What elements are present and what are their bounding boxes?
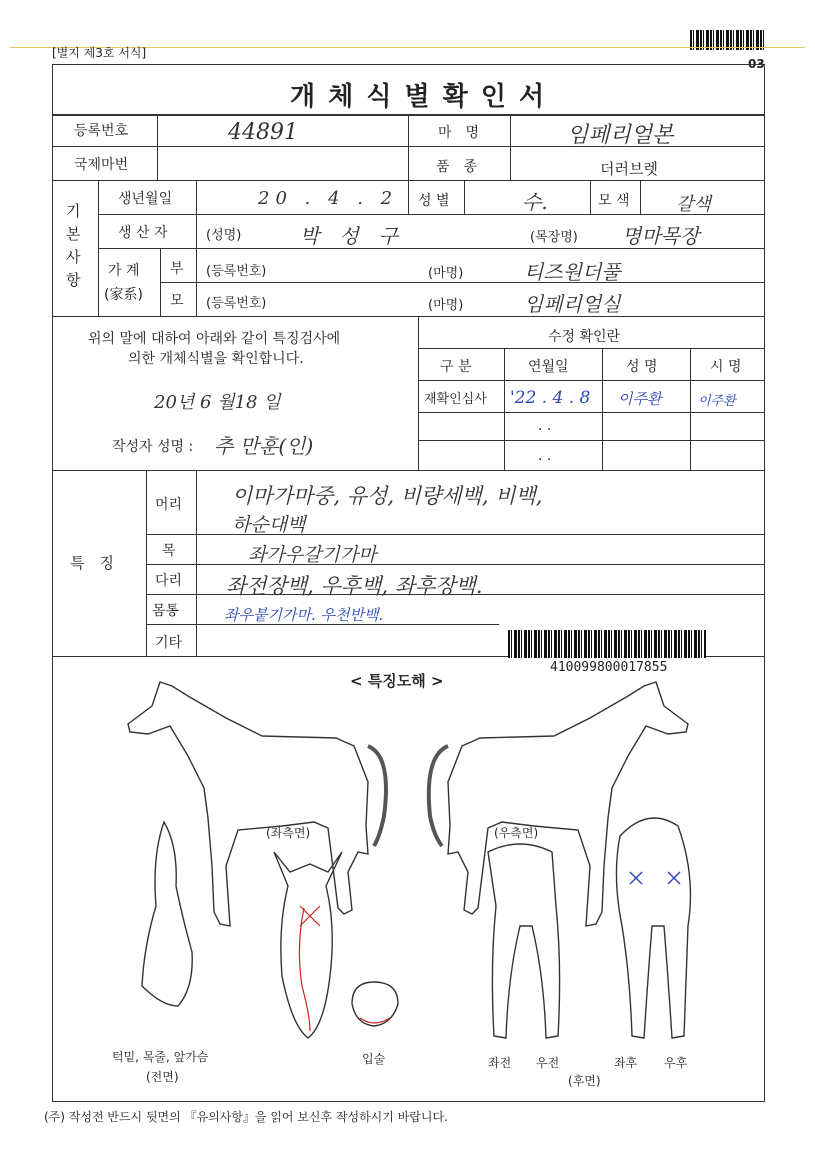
left-side-horse-icon bbox=[128, 682, 386, 926]
head-label: 머리 bbox=[155, 497, 183, 513]
revision-row2-date: . . bbox=[538, 418, 552, 434]
breed-value: 더러브렛 bbox=[600, 160, 658, 178]
writer-value: 추 만훈(인) bbox=[214, 434, 314, 458]
divider bbox=[408, 114, 409, 180]
footer-note: (주) 작성전 반드시 뒷면의 『유의사항』을 읽어 보신후 작성하시기 바랍니다. bbox=[44, 1110, 448, 1124]
confirm-date: 20년 6 월18 일 bbox=[154, 392, 281, 413]
revision-row1-type: 재확인심사 bbox=[424, 392, 487, 407]
divider bbox=[157, 114, 158, 180]
divider bbox=[52, 316, 765, 317]
front-caption: 턱밑, 목줄, 앞가슴 bbox=[112, 1050, 209, 1064]
divider bbox=[418, 316, 419, 470]
divider bbox=[146, 470, 147, 656]
pedigree-label: 가 계 bbox=[108, 263, 140, 279]
pedigree-label-hanja: (家系) bbox=[104, 287, 143, 303]
birth-value: 20 . 4 . 2 bbox=[258, 188, 399, 209]
dam-label: 모 bbox=[170, 293, 184, 309]
right-side-label: (우측면) bbox=[494, 826, 539, 840]
form-label: [별지 제3호 서식] bbox=[52, 46, 147, 60]
dam-name-value: 임페리얼실 bbox=[524, 292, 621, 316]
front-view-icon bbox=[142, 822, 192, 1006]
revision-col-date: 연월일 bbox=[528, 359, 569, 375]
divider bbox=[640, 180, 641, 214]
right-fore-label: 우전 bbox=[536, 1056, 560, 1070]
divider bbox=[418, 440, 765, 441]
sire-name-value: 티즈원더풀 bbox=[524, 260, 621, 284]
revision-title: 수정 확인란 bbox=[548, 329, 621, 345]
writer-label: 작성자 성명 : bbox=[112, 439, 194, 455]
divider bbox=[146, 564, 765, 565]
divider bbox=[464, 180, 465, 214]
reg-no-value: 44891 bbox=[228, 120, 298, 145]
divider bbox=[418, 412, 765, 413]
divider bbox=[590, 180, 591, 214]
divider bbox=[602, 348, 603, 470]
diagram-title: < 특징도해 > bbox=[350, 672, 444, 690]
revision-row1-name: 이주환 bbox=[618, 390, 662, 408]
divider bbox=[690, 348, 691, 470]
right-hind-label: 우후 bbox=[664, 1056, 688, 1070]
divider bbox=[418, 380, 765, 381]
fore-legs-icon bbox=[488, 844, 560, 1038]
features-section-label: 특 징 bbox=[70, 554, 114, 572]
hind-legs-icon bbox=[616, 818, 690, 1038]
body-value: 좌우붙기가마. 우천반백. bbox=[224, 606, 384, 624]
horse-name-label: 마 명 bbox=[438, 125, 480, 141]
rear-view-label: (후면) bbox=[568, 1074, 601, 1088]
divider bbox=[196, 470, 197, 656]
body-label: 몸통 bbox=[152, 603, 180, 619]
front-view-label: (전면) bbox=[146, 1070, 179, 1084]
divider bbox=[504, 348, 505, 470]
divider bbox=[160, 248, 161, 316]
farm-name-value: 명마목장 bbox=[622, 224, 700, 248]
birth-label: 생년월일 bbox=[118, 191, 173, 207]
revision-col-name: 성 명 bbox=[626, 359, 658, 375]
dam-reg-no-label: (등록번호) bbox=[206, 296, 267, 311]
sex-label: 성 별 bbox=[418, 193, 450, 209]
horse-name-value: 임페리얼본 bbox=[567, 123, 674, 148]
sire-name-label: (마명) bbox=[428, 266, 464, 281]
divider bbox=[98, 214, 765, 215]
color-label: 모 색 bbox=[598, 193, 630, 209]
dam-name-label: (마명) bbox=[428, 298, 464, 313]
divider bbox=[408, 180, 409, 214]
producer-label: 생 산 자 bbox=[118, 225, 168, 241]
breed-label: 품 종 bbox=[436, 159, 478, 175]
producer-name-value: 박 성 구 bbox=[300, 224, 398, 248]
sire-label: 부 bbox=[170, 261, 184, 277]
divider bbox=[98, 180, 99, 316]
page-number: 03 bbox=[748, 57, 765, 71]
left-fore-label: 좌전 bbox=[488, 1056, 512, 1070]
divider bbox=[160, 282, 765, 283]
left-hind-label: 좌후 bbox=[614, 1056, 638, 1070]
lip-label: 입술 bbox=[362, 1052, 386, 1066]
statement-line-2: 의한 개체식별을 확인합니다. bbox=[128, 351, 304, 367]
barcode-number: 410099800017855 bbox=[550, 660, 668, 675]
revision-row1-sign: 이주환 bbox=[698, 394, 736, 409]
legs-value: 좌전장백, 우후백, 좌후장백. bbox=[226, 574, 483, 598]
basic-section-label: 기본사항 bbox=[66, 202, 81, 289]
lips-icon bbox=[352, 982, 398, 1026]
feature-barcode bbox=[508, 630, 706, 658]
revision-row1-date: '22 . 4 . 8 bbox=[510, 388, 591, 408]
statement-line-1: 위의 말에 대하여 아래와 같이 특징검사에 bbox=[88, 331, 341, 347]
farm-name-label: (목장명) bbox=[530, 230, 578, 245]
sire-reg-no-label: (등록번호) bbox=[206, 264, 267, 279]
intl-no-label: 국제마번 bbox=[74, 157, 129, 173]
producer-name-label: (성명) bbox=[206, 228, 242, 243]
horse-diagram bbox=[52, 676, 765, 1086]
head-line-1: 이마가마중, 유성, 비량세백, 비백, bbox=[232, 484, 543, 508]
neck-value: 좌가우갈기가마 bbox=[248, 544, 377, 566]
neck-label: 목 bbox=[162, 543, 176, 559]
divider bbox=[52, 470, 765, 471]
revision-col-type: 구 분 bbox=[440, 359, 472, 375]
legs-label: 다리 bbox=[155, 573, 183, 589]
divider bbox=[418, 348, 765, 349]
head-line-2: 하순대백 bbox=[232, 514, 306, 536]
revision-col-sign: 시 명 bbox=[710, 359, 742, 375]
other-label: 기타 bbox=[155, 635, 183, 651]
page-title: 개 체 식 별 확 인 서 bbox=[290, 82, 547, 112]
divider bbox=[196, 180, 197, 316]
color-value: 갈색 bbox=[676, 194, 711, 215]
right-side-horse-icon bbox=[429, 682, 688, 926]
left-side-label: (좌측면) bbox=[266, 826, 311, 840]
divider bbox=[510, 114, 511, 180]
revision-row3-date: . . bbox=[538, 448, 552, 464]
reg-no-label: 등록번호 bbox=[74, 123, 129, 139]
sex-value: 수. bbox=[522, 190, 548, 214]
